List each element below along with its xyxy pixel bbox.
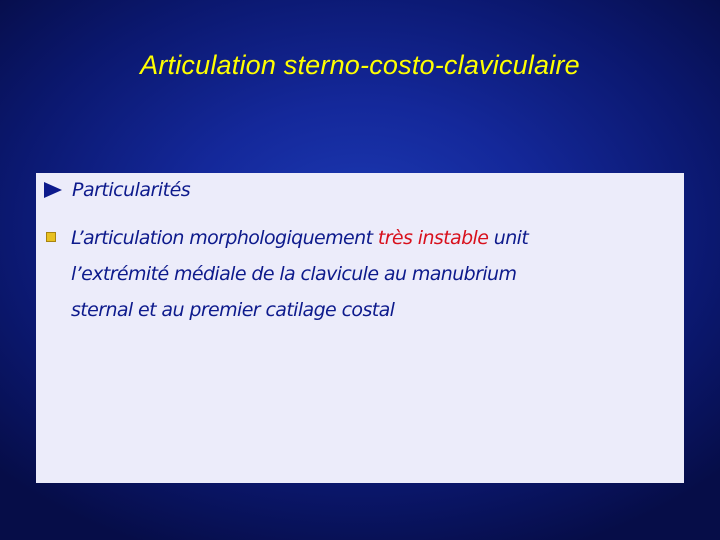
bullet-line-1-start: L’articulation morphologiquement — [71, 227, 378, 249]
square-bullet-icon — [46, 232, 56, 242]
slide-title: Articulation sterno-costo-claviculaire — [140, 50, 580, 80]
right-triangle-arrow-icon — [44, 182, 62, 198]
emphasis-text: très instable — [377, 227, 489, 249]
bullet-line-2: l’extrémité médiale de la clavicule au manubrium — [71, 263, 517, 285]
section-heading: Particularités — [72, 179, 191, 201]
heading-row — [44, 179, 190, 201]
content-box — [36, 173, 684, 483]
bullet-line-1 — [71, 220, 676, 256]
bullet-text — [71, 220, 676, 328]
bullet-line-3: sternal et au premier catilage costal — [71, 299, 395, 321]
bullet-line-1-end: unit — [488, 227, 529, 249]
